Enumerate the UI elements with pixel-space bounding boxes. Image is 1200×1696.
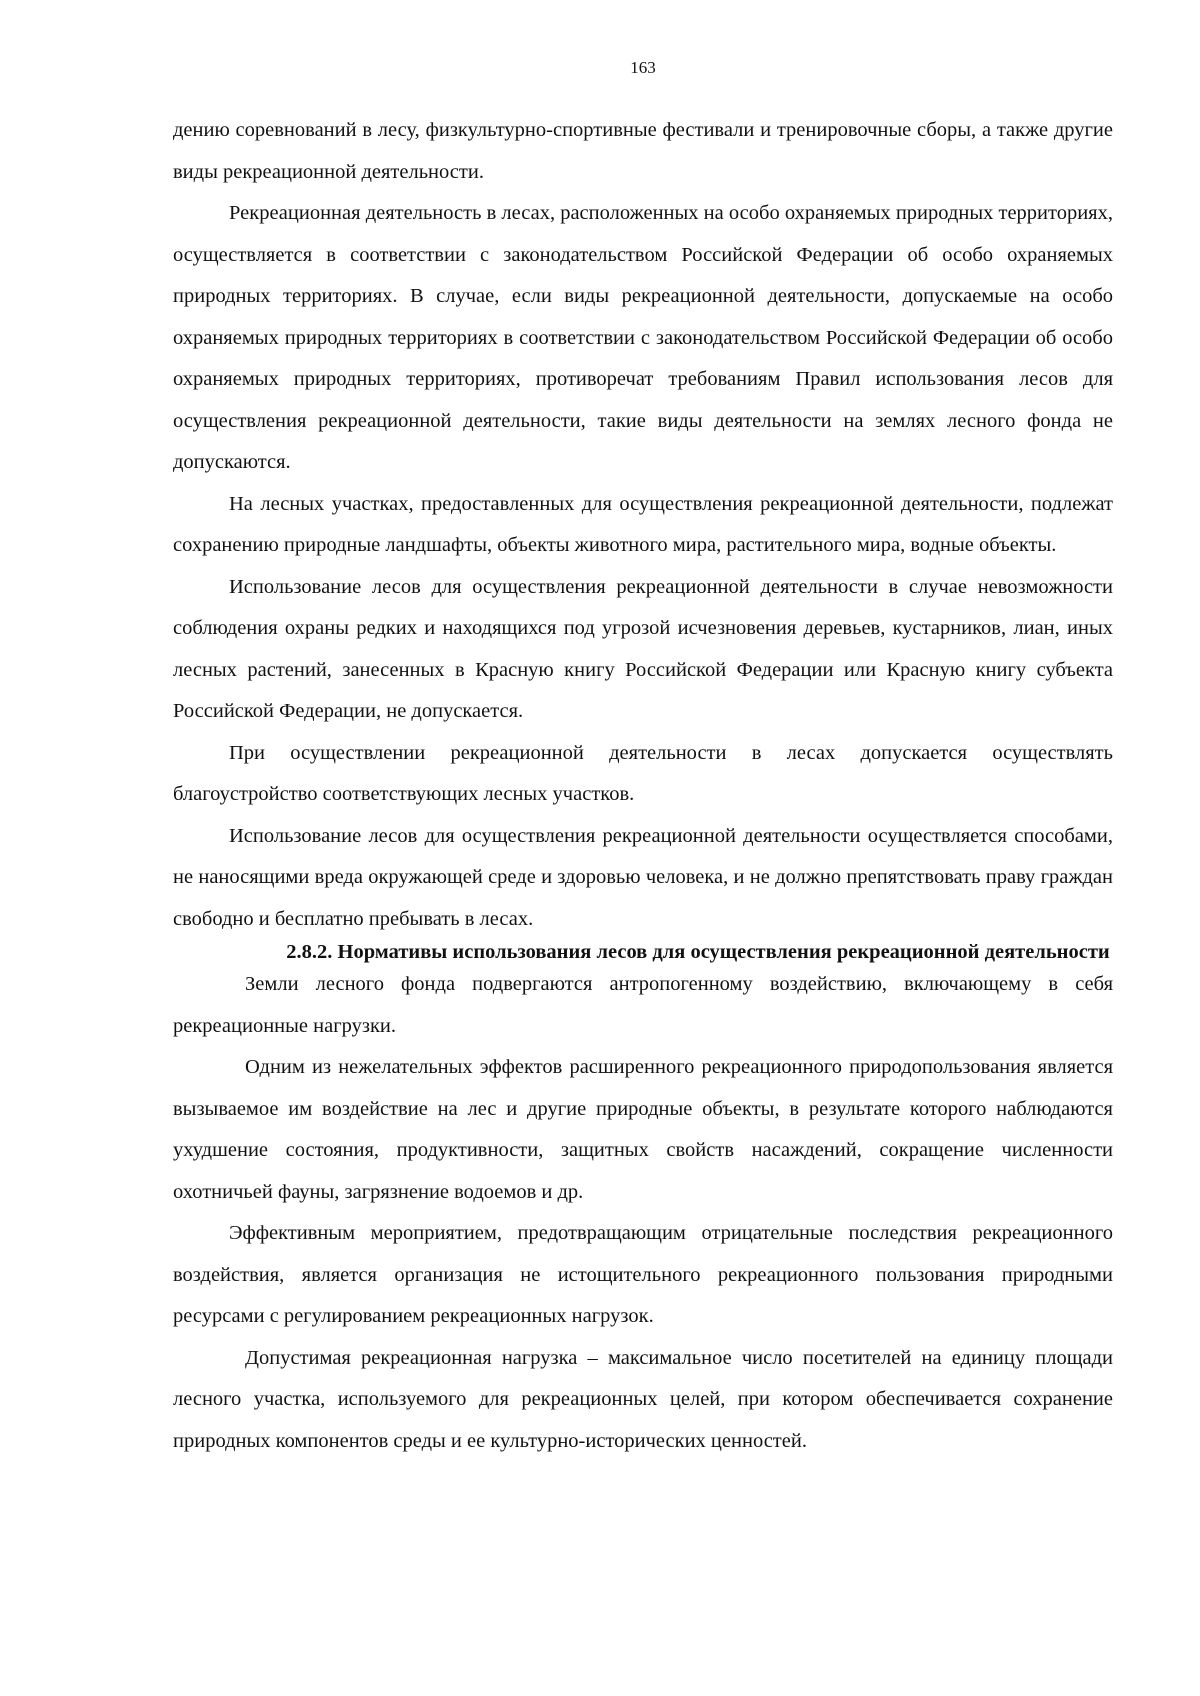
page-number: 163 [630, 58, 656, 77]
paragraph-5: При осуществлении рекреационной деятельности в лесах допускается осуществлять благоустройство соответствующих лесных участков. [173, 741, 1113, 805]
paragraph-4: Использование лесов для осуществления рекреационной деятельности в случае невозможности соблюдения охраны редких и находящихся под угрозой исчезновения деревьев, кустарников, лиан, иных лесных растений, занесенных в Красную книгу Российской Федерации или Красную книгу субъекта Российской Федерации, не допускается. [173, 575, 1113, 722]
paragraph-7: Земли лесного фонда подвергаются антропогенному воздействию, включающему в себя рекреационные нагрузки. [173, 973, 1113, 1037]
paragraph-1: дению соревнований в лесу, физкультурно-спортивные фестивали и тренировочные сборы, а также другие виды рекреационной деятельности. [173, 119, 1113, 183]
paragraph-3: На лесных участках, предоставленных для осуществления рекреационной деятельности, подлежат сохранению природные ландшафты, объекты животного мира, растительного мира, водные объекты. [173, 492, 1113, 556]
section-heading: 2.8.2. Нормативы использования лесов для осуществления рекреационной деятельности [286, 941, 1110, 963]
document-body [173, 110, 1113, 1462]
paragraph-8: Одним из нежелательных эффектов расширенного рекреационного природопользования является вызываемое им воздействие на лес и другие природные объекты, в результате которого наблюдаются ухудшение состояния, продуктивности, защитных свойств насаждений, сокращение численности охотничьей фауны, загрязнение водоемов и др. [173, 1056, 1113, 1203]
paragraph-10: Допустимая рекреационная нагрузка – максимальное число посетителей на единицу площади лесного участка, используемого для рекреационных целей, при котором обеспечивается сохранение природных компонентов среды и ее культурно-исторических ценностей. [173, 1346, 1113, 1452]
paragraph-9: Эффективным мероприятием, предотвращающим отрицательные последствия рекреационного воздействия, является организация не истощительного рекреационного пользования природными ресурсами с регулированием рекреационных нагрузок. [173, 1222, 1113, 1327]
paragraph-6: Использование лесов для осуществления рекреационной деятельности осуществляется способами, не наносящими вреда окружающей среде и здоровью человека, и не должно препятствовать праву граждан свободно и бесплатно пребывать в лесах. [173, 824, 1113, 930]
document-page [173, 0, 1113, 1696]
paragraph-2: Рекреационная деятельность в лесах, расположенных на особо охраняемых природных территориях, осуществляется в соответствии с законодательством Российской Федерации об особо охраняемых природных территориях. В случае, если виды рекреационной деятельности, допускаемые на особо охраняемых природных территориях в соответствии с законодательством Российской Федерации об особо охраняемых природных территориях, противоречат требованиям Правил использования лесов для осуществления рекреационной деятельности, такие виды деятельности на землях лесного фонда не допускаются. [173, 202, 1113, 473]
